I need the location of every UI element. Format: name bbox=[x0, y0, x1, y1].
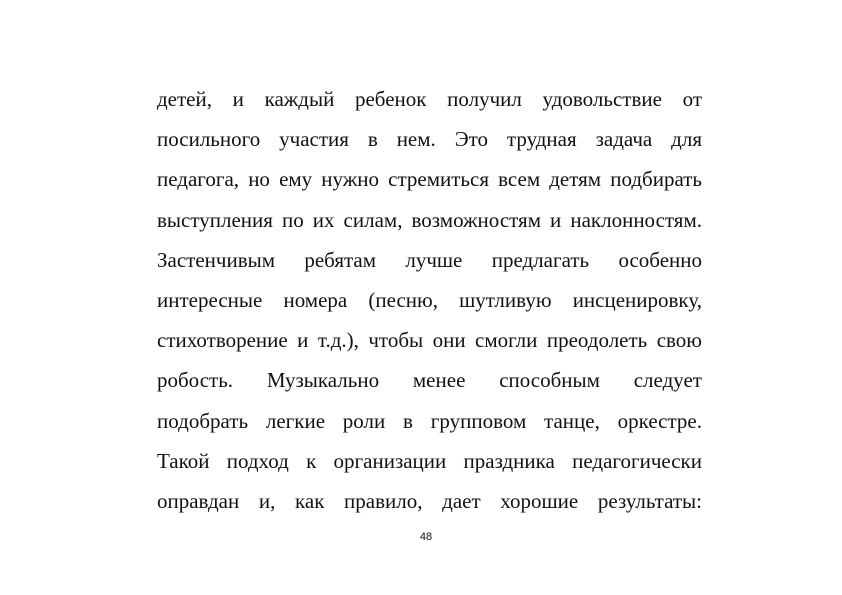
text-line: оправдан и, как правило, дает хорошие результаты: bbox=[157, 488, 702, 513]
text-line: выступления по их силам, возможностям и наклонностям. bbox=[157, 207, 702, 232]
text-line: детей, и каждый ребенок получил удовольствие от bbox=[157, 87, 702, 111]
text-line: стихотворение и т.д.), чтобы они смогли преодолеть свою bbox=[157, 328, 702, 353]
text-line: Застенчивым ребятам лучше предлагать особенно bbox=[157, 247, 702, 272]
body-text bbox=[157, 83, 702, 525]
text-line: интересные номера (песню, шутливую инсценировку, bbox=[157, 287, 702, 312]
text-line: Такой подход к организации праздника педагогически bbox=[157, 448, 702, 473]
text-line: педагога, но ему нужно стремиться всем детям подбирать bbox=[157, 167, 702, 192]
text-line: робость. Музыкально менее способным следует bbox=[157, 368, 702, 393]
text-line: подобрать легкие роли в групповом танце, оркестре. bbox=[157, 408, 702, 433]
page-number: 48 bbox=[419, 531, 433, 543]
text-line: посильного участия в нем. Это трудная задача для bbox=[157, 127, 702, 152]
